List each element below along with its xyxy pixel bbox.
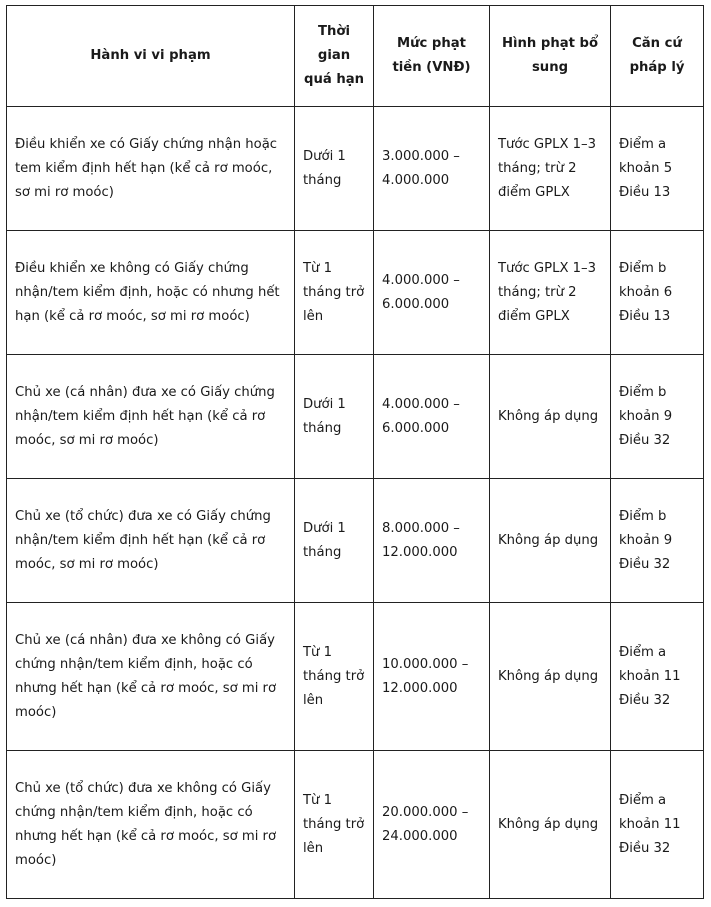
table-row	[7, 107, 704, 231]
cell-violation: Điều khiển xe có Giấy chứng nhận hoặc tem kiểm định hết hạn (kể cả rơ moóc, sơ mi rơ moóc)	[7, 107, 295, 231]
cell-additional-penalty: Không áp dụng	[490, 355, 611, 479]
cell-violation: Điều khiển xe không có Giấy chứng nhận/tem kiểm định, hoặc có nhưng hết hạn (kể cả rơ moóc, sơ mi rơ moóc)	[7, 231, 295, 355]
table-header-row	[7, 6, 704, 107]
cell-overdue: Từ 1 tháng trở lên	[295, 751, 374, 899]
cell-overdue: Dưới 1 tháng	[295, 479, 374, 603]
penalty-table	[6, 5, 704, 899]
table-row	[7, 603, 704, 751]
cell-fine: 4.000.000 – 6.000.000	[374, 355, 490, 479]
cell-violation: Chủ xe (cá nhân) đưa xe không có Giấy chứng nhận/tem kiểm định, hoặc có nhưng hết hạn (kể cả rơ moóc, sơ mi rơ moóc)	[7, 603, 295, 751]
cell-legal-basis: Điểm b khoản 6 Điều 13	[611, 231, 704, 355]
table-row	[7, 355, 704, 479]
penalty-table-container	[6, 5, 704, 899]
header-additional-penalty: Hình phạt bổ sung	[490, 6, 611, 107]
cell-additional-penalty: Không áp dụng	[490, 751, 611, 899]
cell-legal-basis: Điểm a khoản 11 Điều 32	[611, 751, 704, 899]
cell-fine: 10.000.000 – 12.000.000	[374, 603, 490, 751]
cell-overdue: Từ 1 tháng trở lên	[295, 603, 374, 751]
cell-legal-basis: Điểm b khoản 9 Điều 32	[611, 479, 704, 603]
cell-overdue: Từ 1 tháng trở lên	[295, 231, 374, 355]
cell-overdue: Dưới 1 tháng	[295, 107, 374, 231]
header-violation: Hành vi vi phạm	[7, 6, 295, 107]
cell-violation: Chủ xe (tổ chức) đưa xe không có Giấy chứng nhận/tem kiểm định, hoặc có nhưng hết hạn (kể cả rơ moóc, sơ mi rơ moóc)	[7, 751, 295, 899]
cell-overdue: Dưới 1 tháng	[295, 355, 374, 479]
cell-legal-basis: Điểm a khoản 5 Điều 13	[611, 107, 704, 231]
header-fine: Mức phạt tiền (VNĐ)	[374, 6, 490, 107]
cell-additional-penalty: Tước GPLX 1–3 tháng; trừ 2 điểm GPLX	[490, 231, 611, 355]
cell-legal-basis: Điểm b khoản 9 Điều 32	[611, 355, 704, 479]
cell-fine: 4.000.000 – 6.000.000	[374, 231, 490, 355]
cell-additional-penalty: Không áp dụng	[490, 603, 611, 751]
cell-violation: Chủ xe (tổ chức) đưa xe có Giấy chứng nhận/tem kiểm định hết hạn (kể cả rơ moóc, sơ mi rơ moóc)	[7, 479, 295, 603]
table-row	[7, 751, 704, 899]
header-legal-basis: Căn cứ pháp lý	[611, 6, 704, 107]
cell-fine: 20.000.000 – 24.000.000	[374, 751, 490, 899]
cell-legal-basis: Điểm a khoản 11 Điều 32	[611, 603, 704, 751]
cell-additional-penalty: Tước GPLX 1–3 tháng; trừ 2 điểm GPLX	[490, 107, 611, 231]
cell-fine: 3.000.000 – 4.000.000	[374, 107, 490, 231]
cell-additional-penalty: Không áp dụng	[490, 479, 611, 603]
cell-fine: 8.000.000 – 12.000.000	[374, 479, 490, 603]
cell-violation: Chủ xe (cá nhân) đưa xe có Giấy chứng nhận/tem kiểm định hết hạn (kể cả rơ moóc, sơ mi rơ moóc)	[7, 355, 295, 479]
header-overdue: Thời gian quá hạn	[295, 6, 374, 107]
table-row	[7, 231, 704, 355]
table-row	[7, 479, 704, 603]
